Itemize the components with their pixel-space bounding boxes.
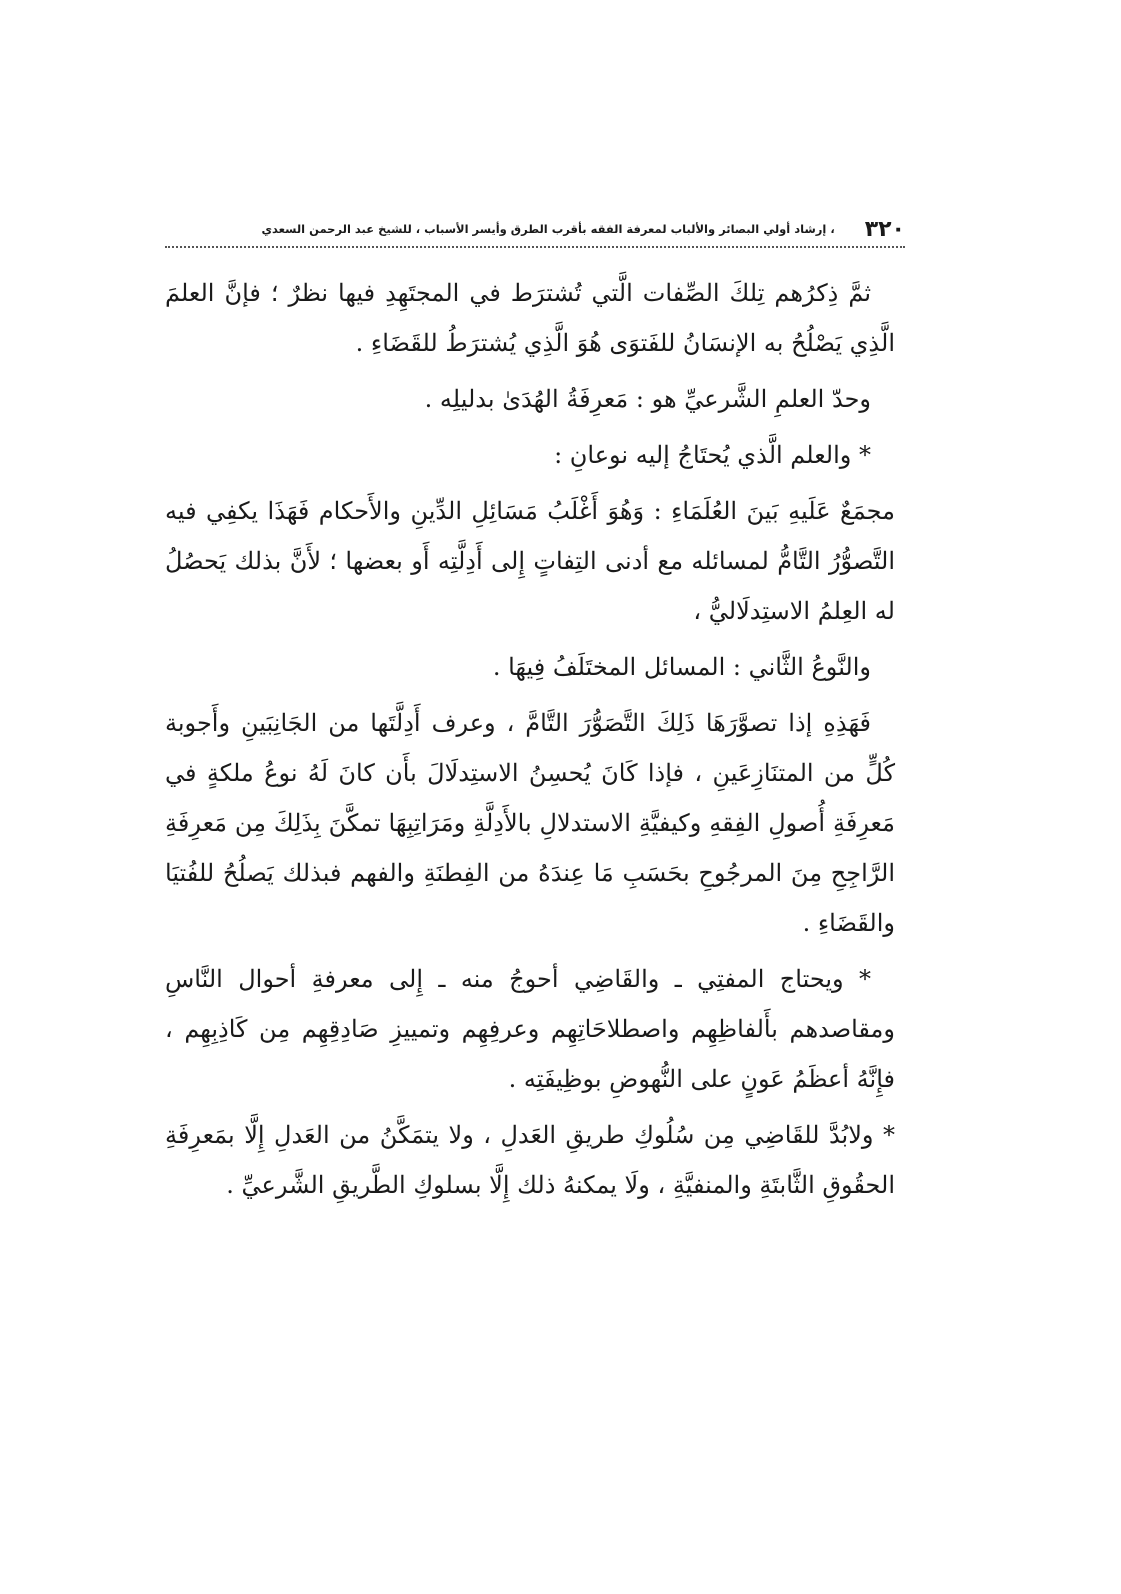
book-title: ، إرشاد أولي البصائر والألباب لمعرفة الفقه بأقرب الطرق وأيسر الأسباب ، للشيخ عبد الرحمن السعدي bbox=[261, 222, 835, 236]
paragraph-judge-justice: * ولابُدَّ للقَاضِي مِن سُلُوكِ طريقِ العَدلِ ، ولا يتمَكَّنُ من العَدلِ إِلَّا بمَعرِفَةِ الحقُوقِ الثَّابتَةِ والمنفيَّةِ ، ولَا يمكنهُ ذلك إِلَّا بسلوكِ الطَّريقِ الشَّرعيِّ . bbox=[165, 1121, 895, 1199]
page-number: ٣٢٠ bbox=[864, 216, 905, 242]
paragraph-conditions: ثمَّ ذِكرُهم تِلكَ الصِّفات الَّتي تُشترَط في المجتَهِدِ فيها نظرٌ ؛ فإنَّ العلمَ الَّذِي يَصْلُحُ به الإنسَانُ للفَتوَى هُوَ الَّذِي يُشترَطُ للقَضَاءِ . bbox=[165, 279, 895, 357]
paragraph-mufti-needs: * ويحتاج المفتِي ـ والقَاضِي أحوجُ منه ـ إِلى معرفةِ أحوال النَّاسِ ومقاصدهم بأَلفاظِهِم واصطلاحَاتِهِم وعرفِهِم وتمييزِ صَادِقِهِم مِن كَاذِبِهِم ، فإِنَّهُ أعظَمُ عَونٍ على النُّهوضِ بوظِيفَتِه . bbox=[165, 965, 895, 1093]
running-header bbox=[165, 212, 905, 248]
paragraph-two-types: * والعلم الَّذي يُحتَاجُ إليه نوعانِ : bbox=[554, 441, 871, 469]
paragraph-disputed-issues: فَهَذِهِ إذا تصوَّرَهَا ذَلِكَ التَّصَوُّرَ التَّامَّ ، وعرف أَدِلَّتَها من الجَانِبَينِ وأَجوبة كُلٍّ من المتنَازِعَينِ ، فإذا كَانَ يُحسِنُ الاستِدلَالَ بأَن كانَ لَهُ نوعُ ملكةٍ في مَعرِفَةِ أُصولِ الفِقهِ وكيفيَّةِ الاستدلالِ بالأَدِلَّةِ ومَرَاتِبِهَا تمكَّنَ بِذَلِكَ مِن مَعرِفَةِ الرَّاجِحِ مِنَ المرجُوحِ بحَسَبِ مَا عِندَهُ من الفِطنَةِ والفهم فبذلك يَصلُحُ للفُتيَا والقَضَاءِ . bbox=[165, 709, 895, 937]
paragraph-definition: وحدّ العلمِ الشَّرعيِّ هو : مَعرِفَةُ الهُدَىٰ بدليلِه . bbox=[424, 385, 871, 413]
paragraph-agreed-upon: مجمَعٌ عَلَيهِ بَينَ العُلَمَاءِ : وَهُوَ أَغْلَبُ مَسَائِلِ الدِّينِ والأَحكام فَهَذَا يكفِي فيه التَّصوُّرُ التَّامُّ لمسائله مع أدنى التِفاتٍ إِلى أَدِلَّتِه أَو بعضها ؛ لأَنَّ بذلك يَحصُلُ له العِلمُ الاستِدلَاليُّ ، bbox=[165, 497, 895, 625]
paragraph-second-type: والنَّوعُ الثَّاني : المسائل المختَلَفُ فِيهَا . bbox=[492, 653, 871, 681]
body-text bbox=[165, 268, 895, 1216]
